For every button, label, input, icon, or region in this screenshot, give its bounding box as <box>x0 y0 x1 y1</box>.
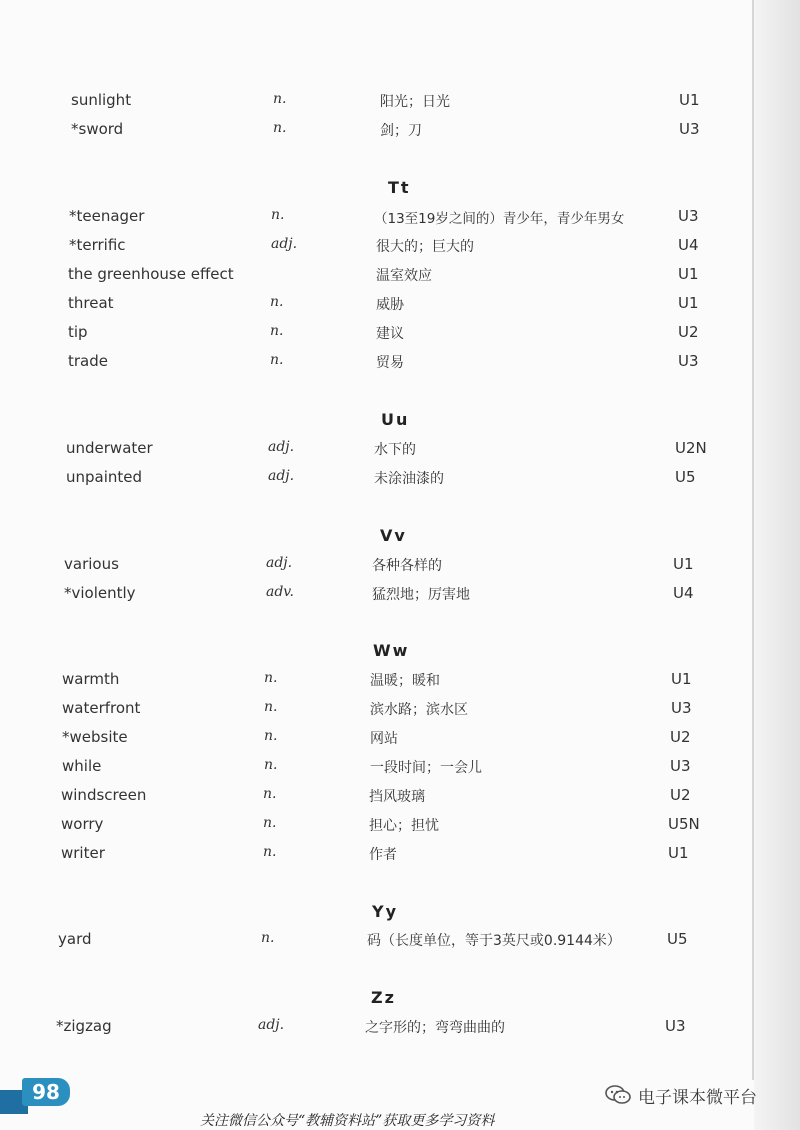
entry-word: while <box>62 757 102 775</box>
entry-word: underwater <box>66 439 153 457</box>
section-letter-heading: Yy <box>372 902 399 921</box>
entry-word: various <box>64 555 119 573</box>
glossary-entry <box>0 323 760 352</box>
entry-word: worry <box>61 815 104 833</box>
entry-part-of-speech: n. <box>270 323 284 339</box>
glossary-entry <box>0 728 760 757</box>
entry-part-of-speech: n. <box>263 786 277 802</box>
section-letter-heading: Zz <box>371 988 396 1007</box>
entry-unit: U3 <box>670 757 691 775</box>
entry-word: warmth <box>62 670 120 688</box>
entry-word: *teenager <box>69 207 145 225</box>
entry-part-of-speech: n. <box>264 670 278 686</box>
entry-part-of-speech: n. <box>270 294 284 310</box>
entry-word: waterfront <box>62 699 141 717</box>
glossary-entry <box>0 294 760 323</box>
wechat-icon <box>604 1084 632 1106</box>
glossary-entry <box>0 815 760 844</box>
entry-meaning: 很大的；巨大的 <box>376 239 474 255</box>
glossary-entry <box>0 265 760 294</box>
entry-part-of-speech: adj. <box>266 555 293 571</box>
glossary-entry <box>0 439 760 468</box>
entry-meaning: 网站 <box>370 731 398 747</box>
glossary-entry <box>0 930 760 959</box>
entry-unit: U2N <box>675 439 707 457</box>
entry-meaning: 之字形的；弯弯曲曲的 <box>365 1020 505 1036</box>
section-letter-heading: Ww <box>373 641 410 660</box>
entry-word: *website <box>62 728 128 746</box>
entry-word: unpainted <box>66 468 143 486</box>
glossary-entry <box>0 236 760 265</box>
entry-part-of-speech: n. <box>261 930 275 946</box>
entry-part-of-speech: adj. <box>268 439 295 455</box>
entry-part-of-speech: n. <box>264 728 278 744</box>
watermark-text: 电子课本微平台 <box>638 1087 757 1108</box>
glossary-entry <box>0 757 760 786</box>
entry-unit: U4 <box>673 584 694 602</box>
glossary-entry <box>0 468 760 497</box>
glossary-entry <box>0 699 760 728</box>
glossary-entry <box>0 207 760 236</box>
entry-part-of-speech: n. <box>270 352 284 368</box>
entry-unit: U2 <box>670 786 691 804</box>
entry-word: *terrific <box>69 236 126 254</box>
entry-word: tip <box>68 323 88 341</box>
entry-word: windscreen <box>61 786 147 804</box>
entry-unit: U4 <box>678 236 699 254</box>
glossary-entry <box>0 91 760 120</box>
glossary-entry <box>0 844 760 873</box>
entry-part-of-speech: n. <box>271 207 285 223</box>
entry-unit: U3 <box>678 352 699 370</box>
entry-meaning: 各种各样的 <box>372 558 442 574</box>
entry-meaning: 作者 <box>369 847 397 863</box>
section-letter-heading: Vv <box>380 526 407 545</box>
section-letter-heading: Uu <box>381 410 410 429</box>
entry-word: the greenhouse effect <box>68 265 234 283</box>
entry-unit: U3 <box>678 207 699 225</box>
entry-unit: U1 <box>679 91 700 109</box>
entry-part-of-speech: n. <box>263 815 277 831</box>
entry-unit: U5N <box>668 815 700 833</box>
entry-meaning: 滨水路；滨水区 <box>370 702 468 718</box>
glossary-entry <box>0 786 760 815</box>
footer-note: 关注微信公众号“教辅资料站”获取更多学习资料 <box>200 1113 495 1129</box>
entry-meaning: 担心；担忧 <box>369 818 439 834</box>
entry-unit: U1 <box>678 294 699 312</box>
entry-unit: U3 <box>671 699 692 717</box>
entry-part-of-speech: n. <box>273 91 287 107</box>
entry-unit: U5 <box>675 468 696 486</box>
entry-word: threat <box>68 294 114 312</box>
entry-meaning: 阳光；日光 <box>380 94 450 110</box>
entry-word: writer <box>61 844 105 862</box>
glossary-entry <box>0 555 760 584</box>
entry-unit: U5 <box>667 930 688 948</box>
entry-word: *zigzag <box>56 1017 112 1035</box>
entry-meaning: 温室效应 <box>376 268 432 284</box>
entry-meaning: 一段时间；一会儿 <box>370 760 482 776</box>
entry-meaning: 猛烈地；厉害地 <box>372 587 470 603</box>
entry-meaning: 码（长度单位，等于3英尺或0.9144米） <box>367 933 621 949</box>
entry-unit: U2 <box>670 728 691 746</box>
page-edge-shadow <box>754 0 800 1130</box>
entry-part-of-speech: adj. <box>268 468 295 484</box>
glossary-entry <box>0 120 760 149</box>
entry-meaning: 水下的 <box>374 442 416 458</box>
entry-unit: U1 <box>671 670 692 688</box>
glossary-entry <box>0 670 760 699</box>
entry-unit: U3 <box>679 120 700 138</box>
entry-meaning: 贸易 <box>376 355 404 371</box>
glossary-entry <box>0 352 760 381</box>
entry-unit: U1 <box>678 265 699 283</box>
entry-meaning: 剑；刀 <box>380 123 422 139</box>
page-number: 98 <box>22 1078 70 1106</box>
entry-word: yard <box>58 930 92 948</box>
entry-meaning: （13至19岁之间的）青少年，青少年男女 <box>374 211 625 227</box>
entry-meaning: 建议 <box>376 326 404 342</box>
entry-word: *violently <box>64 584 136 602</box>
entry-word: sunlight <box>71 91 132 109</box>
entry-word: trade <box>68 352 108 370</box>
section-letter-heading: Tt <box>388 178 411 197</box>
entry-part-of-speech: adj. <box>271 236 298 252</box>
page-edge-line <box>752 0 754 1080</box>
entry-unit: U1 <box>668 844 689 862</box>
entry-word: *sword <box>71 120 124 138</box>
glossary-entry <box>0 584 760 613</box>
entry-meaning: 温暖；暖和 <box>370 673 440 689</box>
entry-unit: U2 <box>678 323 699 341</box>
entry-part-of-speech: n. <box>264 699 278 715</box>
watermark <box>604 1083 757 1107</box>
entry-part-of-speech: adv. <box>266 584 295 600</box>
entry-part-of-speech: n. <box>263 844 277 860</box>
entry-part-of-speech: adj. <box>258 1017 285 1033</box>
entry-meaning: 威胁 <box>376 297 404 313</box>
entry-meaning: 挡风玻璃 <box>369 789 425 805</box>
glossary-entry <box>0 1017 760 1046</box>
entry-part-of-speech: n. <box>273 120 287 136</box>
entry-unit: U1 <box>673 555 694 573</box>
entry-meaning: 未涂油漆的 <box>374 471 444 487</box>
entry-unit: U3 <box>665 1017 686 1035</box>
entry-part-of-speech: n. <box>264 757 278 773</box>
